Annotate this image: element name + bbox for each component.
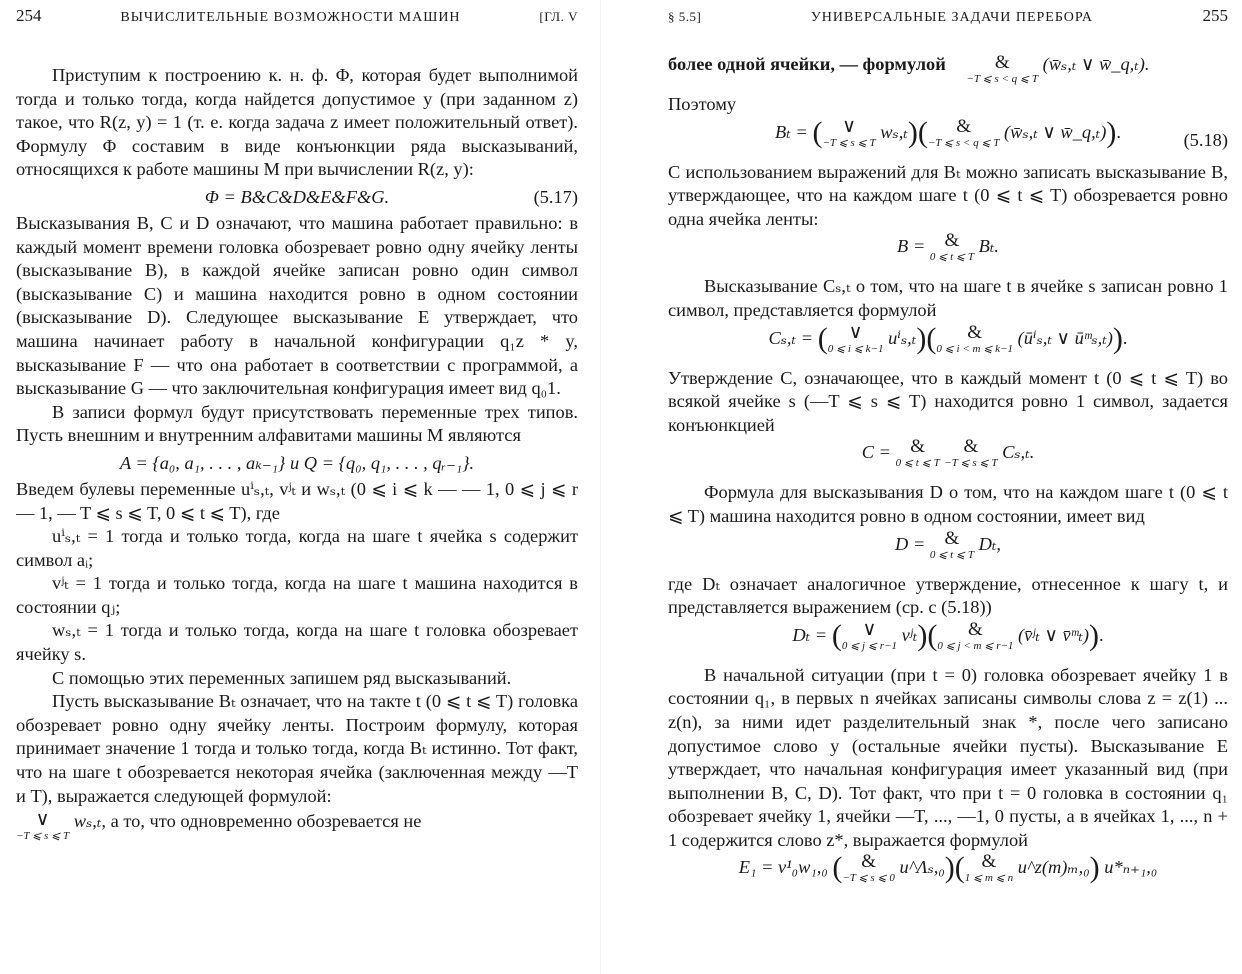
equation-5-18-number: (5.18)	[1183, 129, 1228, 150]
equation-Cst: Cₛ,ₜ = ( ∨ 0 ⩽ i ⩽ k−1 uⁱₛ,ₜ)( & 0 ⩽ i < m ⩽ k−1 (ūⁱₛ,ₜ ∨ ūᵐₛ,ₜ)).	[768, 321, 1128, 355]
eq-E1-tail: u*ₙ₊₁,₀	[1104, 857, 1158, 878]
eq-Dt-body-1: vʲₜ	[901, 624, 918, 645]
definition-u: uⁱₛ,ₜ = 1 тогда и только тогда, когда на шаге t ячейка s содержит символ aᵢ;	[16, 526, 578, 570]
eq-Cst-body-2: (ūⁱₛ,ₜ ∨ ūᵐₛ,ₜ)	[1017, 327, 1113, 348]
eq-E1-body-1: u^Λₛ,₀	[899, 857, 945, 878]
eq-Cst-disjunction: ∨ 0 ⩽ i ⩽ k−1	[827, 321, 884, 355]
equation-5-18: Bₜ = ( ∨ −T ⩽ s ⩽ T wₛ,ₜ)( & −T ⩽ s < q ⩽ T (w̄ₛ,ₜ ∨ w̄_q,ₜ)). (5.18)	[668, 117, 1228, 161]
right-page-number: 255	[1202, 6, 1228, 25]
equation-Dt: Dₜ = ( ∨ 0 ⩽ j ⩽ r−1 vʲₜ)( & 0 ⩽ j < m ⩽ r−1 (v̄ʲₜ ∨ v̄ᵐₜ)).	[792, 618, 1104, 652]
eq-Cst-lhs: Cₛ,ₜ =	[768, 327, 814, 348]
eq-518-body-2: (w̄ₛ,ₜ ∨ w̄_q,ₜ)	[1004, 121, 1107, 142]
eq-C-body: Cₛ,ₜ.	[1002, 442, 1035, 463]
eq-D-body: Dₜ,	[978, 533, 1002, 554]
poetomu: Поэтому	[668, 94, 737, 114]
eq-518-body-1: wₛ,ₜ	[880, 121, 908, 142]
equation-C	[668, 437, 1228, 481]
eq-Dt-lhs: Dₜ =	[792, 624, 828, 645]
left-chapter-label: [ГЛ. V	[539, 9, 578, 24]
right-para-6: В начальной ситуации (при t = 0) головка обозревает ячейку 1 в состоянии q₁, в первых n ячейках записаны символы слова z = z(1) ... z(n), за ними идет разделительный знак *, после чего записано допустимое слово y (остальные ячейки пусты). Высказывание E утверждает, что начальная конфигурация имеет указанный вид (при выполнении B, C, D). Тот факт, что при t = 0 головка в состоянии q₁ обозревает ячейку 1, ячейки —T, ..., —1, 0 пусты, а в ячейках 1, ..., n + 1 содержится слово z*, выражается формулой	[668, 664, 1228, 850]
eq-B-body: Bₜ.	[978, 236, 999, 257]
equation-B	[668, 231, 1228, 275]
left-last-line	[16, 810, 578, 842]
eq-E1-conjunction-1: & −T ⩽ s ⩽ 0	[842, 851, 895, 885]
left-body	[16, 64, 578, 842]
left-page	[16, 0, 578, 974]
right-body	[668, 53, 1228, 896]
eq-E1-lhs: E₁ = v¹₀w₁,₀	[738, 857, 828, 878]
right-page	[668, 0, 1228, 974]
eq-Dt-conjunction: & 0 ⩽ j < m ⩽ r−1	[937, 618, 1014, 652]
right-para-5: где Dₜ означает аналогичное утверждение, отнесенное к шагу t, и представляется выражением (ср. с (5.18))	[668, 573, 1228, 618]
eq-B-conjunction: & 0 ⩽ t ⩽ T	[929, 230, 974, 264]
eq-Cst-conjunction: & 0 ⩽ i < m ⩽ k−1	[936, 321, 1013, 355]
disjunction-operator: ∨ −T ⩽ s ⩽ T	[16, 809, 70, 843]
last-line-text: а то, что одновременно обозревается не	[110, 811, 422, 832]
right-para-4: Формула для высказывания D о том, что на каждом шаге t (0 ⩽ t ⩽ T) машина находится ровно в одном состоянии, имеет вид	[668, 482, 1228, 526]
equation-E1: E₁ = v¹₀w₁,₀ ( & −T ⩽ s ⩽ 0 u^Λₛ,₀)( & 1 ⩽ m ⩽ n u^z(m)ₘ,₀) u*ₙ₊₁,₀	[738, 851, 1158, 885]
conjunction-operator: & −T ⩽ s < q ⩽ T	[966, 52, 1039, 85]
eq-B-lhs: B =	[897, 236, 926, 257]
equation-5-17	[16, 184, 578, 210]
left-page-number: 254	[16, 6, 42, 25]
eq-C-conjunction-t: & 0 ⩽ t ⩽ T	[895, 436, 940, 470]
left-running-title: ВЫЧИСЛИТЕЛЬНЫЕ ВОЗМОЖНОСТИ МАШИН	[120, 10, 461, 25]
eq-C-lhs: C =	[861, 442, 891, 463]
left-running-head	[16, 6, 578, 28]
alphabet-equation	[16, 450, 578, 476]
right-line-1-text: более одной ячейки, — формулой	[668, 54, 946, 74]
left-para-4: Введем булевы переменные uⁱₛ,ₜ, vʲₜ и wₛ,ₜ (0 ⩽ i ⩽ k — — 1, 0 ⩽ j ⩽ r — 1, — T ⩽ s ⩽ T, 0 ⩽ t ⩽ T), где	[16, 478, 578, 523]
eq-E1-body-2: u^z(m)ₘ,₀	[1017, 857, 1090, 878]
left-para-5: С помощью этих переменных запишем ряд высказываний.	[52, 667, 512, 688]
equation-5-17-body: Φ = B&C&D&E&F&G.	[204, 186, 390, 207]
page-gutter	[600, 0, 601, 974]
definition-w: wₛ,ₜ = 1 тогда и только тогда, когда на шаге t головка обозревает ячейку s.	[16, 620, 578, 665]
right-para-2: Высказывание Cₛ,ₜ о том, что на шаге t в ячейке s записан ровно 1 символ, представляется формулой	[668, 276, 1228, 320]
left-para-1: Приступим к построению к. н. ф. Φ, которая будет выполнимой тогда и только тогда, когда найдется допустимое y (при заданном z) такое, что R(z, y) = 1 (т. е. когда задача z имеет положительный ответ). Формулу Φ составим в виде конъюнкции ряда высказываний, относящихся к работе машины M при вычислении R(z, y):	[16, 65, 578, 180]
eq-518-lhs: Bₜ =	[775, 121, 808, 142]
eq-C-conjunction-s: & −T ⩽ s ⩽ T	[944, 436, 998, 470]
right-line-1	[668, 53, 1228, 93]
eq-E1-conjunction-2: & 1 ⩽ m ⩽ n	[964, 851, 1014, 885]
equation-5-17-number: (5.17)	[533, 186, 578, 207]
left-para-2: Высказывания B, C и D означают, что машина работает правильно: в каждый момент времени головка обозревает ровно одну ячейку ленты (высказывание B), в каждой ячейке записан ровно один символ (высказывание C) и машина находится ровно в одном состоянии (высказывание D). Следующее высказывание E утверждает, что машина начинает работу в начальной конфигурации q₁z * y, высказывание F — что она работает в соответствии с программой, а высказывание G — что заключительная конфигурация имеет вид q₀1.	[16, 212, 578, 399]
left-para-6: Пусть высказывание Bₜ означает, что на такте t (0 ⩽ t ⩽ T) головка обозревает ровно одну ячейку ленты. Построим формулу, которая принимает значение 1 тогда и только тогда, когда Bₜ истинно. Тот факт, что на шаге t обозревается некоторая ячейка (заключенная между —T и T), выражается следующей формулой:	[16, 691, 578, 806]
eq-518-disjunction: ∨ −T ⩽ s ⩽ T	[822, 115, 876, 149]
left-para-3: В записи формул будут присутствовать переменные трех типов. Пусть внешним и внутренним алфавитами машины M являются	[16, 401, 578, 446]
equation-D	[668, 529, 1228, 573]
eq-Cst-body-1: uⁱₛ,ₜ	[888, 327, 917, 348]
eq-D-lhs: D =	[894, 533, 926, 554]
last-line-variable: wₛ,ₜ,	[73, 811, 106, 832]
right-line-1-formula: (w̄ₛ,ₜ ∨ w̄_q,ₜ).	[1042, 54, 1150, 74]
right-running-head	[668, 6, 1228, 28]
right-para-1: С использованием выражений для Bₜ можно записать высказывание B, утверждающее, что на каждом шаге t (0 ⩽ t ⩽ T) обозревается ровно одна ячейка ленты:	[668, 161, 1228, 229]
definition-v: vʲₜ = 1 тогда и только тогда, когда на шаге t машина находится в состоянии qⱼ;	[16, 573, 578, 617]
right-running-title: УНИВЕРСАЛЬНЫЕ ЗАДАЧИ ПЕРЕБОРА	[810, 10, 1093, 25]
right-section-label: § 5.5]	[668, 9, 702, 24]
alphabet-equation-body: A = {a₀, a₁, . . . , aₖ₋₁} и Q = {q₀, q₁, . . . , qᵣ₋₁}.	[119, 452, 475, 473]
eq-D-conjunction: & 0 ⩽ t ⩽ T	[929, 527, 974, 561]
eq-Dt-body-2: (v̄ʲₜ ∨ v̄ᵐₜ)	[1018, 624, 1090, 645]
right-para-3: Утверждение C, означающее, что в каждый момент t (0 ⩽ t ⩽ T) во всякой ячейке s (—T ⩽ s ⩽ T) находится ровно 1 символ, задается конъюнкцией	[668, 367, 1228, 435]
eq-Dt-disjunction: ∨ 0 ⩽ j ⩽ r−1	[841, 618, 898, 652]
eq-518-conjunction: & −T ⩽ s < q ⩽ T	[927, 115, 1000, 149]
